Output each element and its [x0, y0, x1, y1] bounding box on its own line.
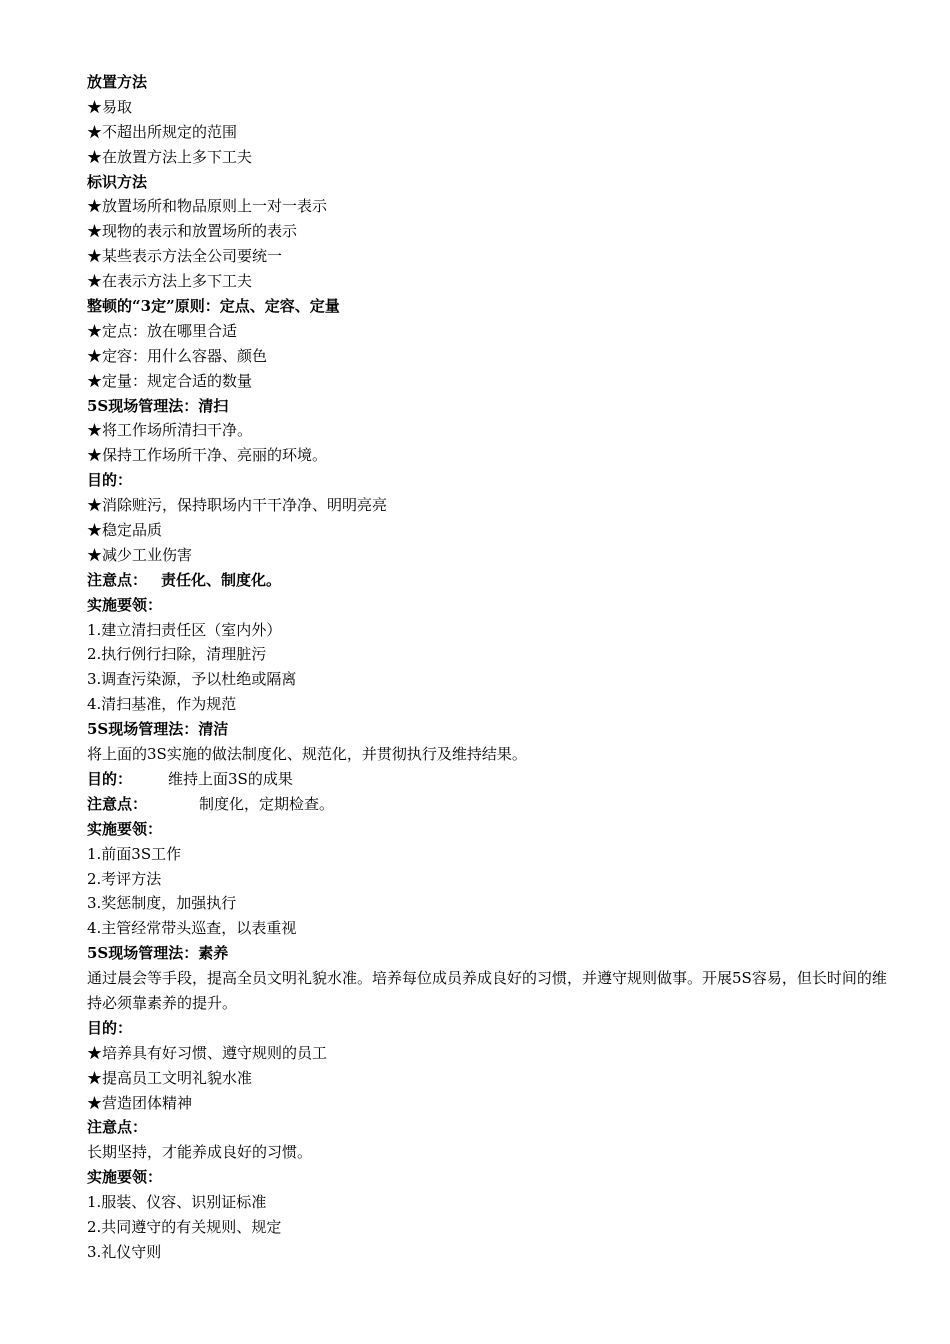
note-line	[87, 568, 897, 593]
list-item: 3.礼仪守则	[87, 1242, 162, 1261]
list-item: ★稳定品质	[87, 521, 163, 540]
section-heading-placement: 放置方法	[87, 73, 148, 91]
purpose-label: 目的：	[87, 471, 133, 490]
purpose-line	[87, 767, 897, 792]
list-item: 3.调查污染源，予以杜绝或隔离	[87, 670, 297, 689]
list-item: ★在放置方法上多下工夫	[87, 147, 253, 166]
section-heading-cleaning: 5S现场管理法：清扫	[87, 396, 229, 415]
note-line	[87, 792, 897, 817]
note-text: 制度化，定期检查。	[199, 794, 335, 813]
steps-label: 实施要领：	[87, 1168, 163, 1187]
purpose-text: 维持上面3S的成果	[168, 769, 293, 788]
list-item: 1.建立清扫责任区（室内外）	[87, 620, 282, 639]
section-heading-tidiness: 5S现场管理法：清洁	[87, 720, 229, 739]
list-item: ★将工作场所清扫干净。	[87, 421, 253, 440]
section-intro: 将上面的3S实施的做法制度化、规范化，并贯彻执行及维持结果。	[87, 745, 527, 764]
list-item: 1.前面3S工作	[87, 844, 182, 863]
list-item: ★不超出所规定的范围	[87, 122, 238, 141]
section-heading-discipline: 5S现场管理法：素养	[87, 944, 229, 963]
list-item: ★减少工业伤害	[87, 545, 193, 564]
section-heading-3-principles: 整顿的“3定”原则：定点、定容、定量	[87, 297, 340, 316]
list-item: ★某些表示方法全公司要统一	[87, 247, 283, 266]
list-item: ★定容：用什么容器、颜色	[87, 346, 268, 365]
list-item: 3.奖惩制度，加强执行	[87, 894, 237, 913]
note-label: 注意点：	[87, 1118, 148, 1137]
purpose-label: 目的：	[87, 1018, 133, 1037]
list-item: 2.执行例行扫除，清理脏污	[87, 645, 267, 664]
list-item: ★提高员工文明礼貌水准	[87, 1068, 253, 1087]
section-heading-labeling: 标识方法	[87, 172, 148, 191]
note-label: 注意点：	[87, 794, 148, 813]
note-label: 注意点：	[87, 570, 148, 589]
list-item: ★在表示方法上多下工夫	[87, 272, 253, 291]
list-item: 1.服装、仪容、识别证标准	[87, 1193, 267, 1212]
steps-label: 实施要领：	[87, 819, 163, 838]
section-intro: 通过晨会等手段，提高全员文明礼貌水准。培养每位成员养成良好的习惯，并遵守规则做事。开展5S容易，但长时间的维持必须靠素养的提升。	[87, 969, 887, 1012]
list-item: 4.主管经常带头巡查，以表重视	[87, 919, 297, 938]
purpose-label: 目的：	[87, 769, 133, 788]
list-item: ★保持工作场所干净、亮丽的环境。	[87, 446, 328, 465]
steps-label: 实施要领：	[87, 595, 163, 614]
note-text: 责任化、制度化。	[161, 570, 282, 589]
list-item: ★现物的表示和放置场所的表示	[87, 222, 298, 241]
list-item: ★放置场所和物品原则上一对一表示	[87, 197, 328, 216]
list-item: ★定点：放在哪里合适	[87, 321, 238, 340]
list-item: 2.共同遵守的有关规则、规定	[87, 1218, 282, 1236]
list-item: 4.清扫基准，作为规范	[87, 695, 237, 714]
document-body	[87, 70, 897, 1265]
list-item: 2.考评方法	[87, 869, 162, 888]
list-item: ★营造团体精神	[87, 1093, 193, 1112]
list-item: ★易取	[87, 97, 133, 116]
list-item: ★消除赃污，保持职场内干干净净、明明亮亮	[87, 496, 388, 515]
list-item: ★培养具有好习惯、遵守规则的员工	[87, 1043, 328, 1062]
note-text: 长期坚持，才能养成良好的习惯。	[87, 1143, 313, 1162]
list-item: ★定量：规定合适的数量	[87, 371, 253, 390]
